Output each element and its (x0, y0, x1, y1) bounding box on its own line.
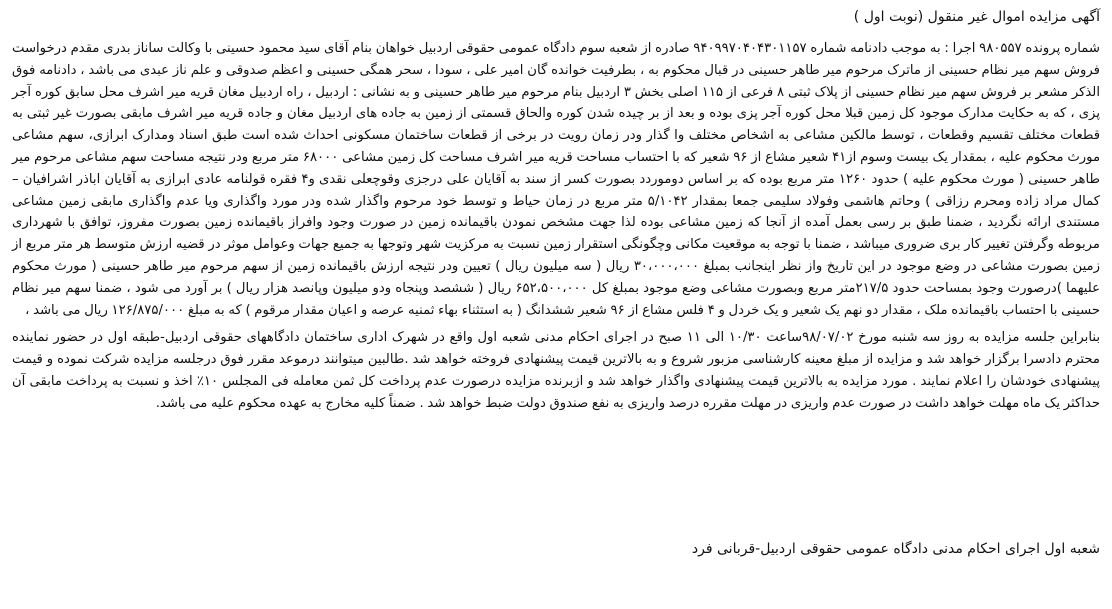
notice-title: آگهی مزایده اموال غیر منقول (نوبت اول ) (853, 9, 1100, 25)
notice-paragraph-auction: بنابراین جلسه مزایده به روز سه شنبه مورخ ۹۸/۰۷/۰۲ساعت ۱۰/۳۰ الی ۱۱ صبح در اجرای احکام مدنی شعبه اول واقع در شهرک اداری ساختمان دادگاههای حقوقی اردبیل-طبقه اول در حضور نماینده محترم دادسرا برگزار خواهد شد و مزایده از مبلغ معینه کارشناسی مزبور شروع و به بالاترین قیمت پیشنهادی فروخته خواهد شد .طالبین میتوانند درموعد مقرر فوق درجلسه مزایده شرکت نموده و قیمت پیشنهادی خودشان را اعلام نمایند . مورد مزایده به بالاترین قیمت پیشنهادی واگذار خواهد شد و ازبرنده مزایده درصورت عدم پرداخت کل ثمن معامله فی المجلس ۱۰٪ اخذ و نسبت به پرداخت مابقی آن حداکثر یک ماه مهلت خواهد داشت در صورت عدم واریزی در مهلت مقرره درصد واریزی به نفع صندوق دولت ضبط خواهد شد . ضمناً کلیه مخارج به عهده محکوم علیه می باشد. (12, 330, 1101, 411)
notice-signature: شعبه اول اجرای احکام مدنی دادگاه عمومی حقوقی اردبیل-قربانی فرد (691, 541, 1100, 557)
notice-paragraph-main: شماره پرونده ۹۸۰۵۵۷ اجرا : به موجب دادنامه شماره ۹۴۰۹۹۷۰۴۰۴۳۰۱۱۵۷ صادره از شعبه سوم دادگاه عمومی حقوقی اردبیل خواهان بنام آقای سید محمود حسینی با وکالت ساناز بدری مقدم درخواست فروش سهم میر نظام حسینی از ماترک مرحوم میر طاهر حسینی در قبال محکوم به ، بطرفیت خوانده گان امیر علی ، سودا ، سحر همگی حسینی و اعظم صدوقی و علم ناز عبدی می باشد ، دادنامه فوق الذکر مشعر بر فروش سهم میر نظام حسینی از پلاک ثبتی ۸ فرعی از ۱۱۵ اصلی بخش ۳ اردبیل بنام مرحوم میر طاهر حسینی و به نشانی : اردبیل ، راه اردبیل مغان قریه میر اشرف محل سابق کوره آجر پزی ، که به حکایت مدارک موجود کل زمین قبلا محل کوره آجر پزی بوده و بعد از بر چیده شدن کوره والحاق قسمتی از زمین به جاده های اردبیل مغان و جاده قریه میر اشرف مابقی بصورت غیر ثبتی به قطعات مختلف تقسیم وقطعات ، توسط مالکین مشاعی به اشخاص مختلف وا گذار ودر زمان رویت در برخی از قطعات ساختمان مسکونی احداث شده است طبق اسناد ومدارک ابرازی، سهم مشاعی مورث محکوم علیه ، بمقدار یک بیست وسوم از۴۱ شعیر مشاع از ۹۶ شعیر که با احتساب مساحت قریه میر اشرف مساحت کل زمین مشاعی ۶۸۰۰۰ متر مربع ودر نتیجه مساحت سهم مشاعی مرحوم میر طاهر حسینی ( مورث محکوم علیه ) حدود ۱۲۶۰ متر مربع بوده که بر اساس دوموردد بصورت کسر از سند به آقایان علی درجزی وقوچعلی نقدی و۴ فقره قولنامه عادی ابرازی به آقایان اباذر اشرافیان –کمال مراد زاده ومحرم رزاقی ) وحاتم هاشمی وفولاد سلیمی جمعا بمقدار ۵/۱۰۴۲ متر مربع در زمان حیاط و توسط خود مرحوم واگذار شده ودر مورد واگذاری ویا عدم واگذاری مابقی زمین مشاعی مستندی ارائه نگردید ، ضمنا طبق بر رسی بعمل آمده از آنجا که زمین مشاعی بوده لذا جهت مشخص نمودن باقیمانده زمین در صورت وجود وافراز باقیمانده زمین بصورت مفروز، توافق با شهرداری مربوطه وگرفتن تغییر کار بری ضروری میباشد ، ضمنا با توجه به موقعیت مکانی وچگونگی استقرار زمین نسبت به مرکزیت شهر وتوجها به جمیع جهات وعوامل موثر در قضیه ارزش متوسط هر متر مربع از زمین بصورت مشاعی در وضع موجود در این تاریخ واز نظر اینجانب بمبلغ ۳۰،۰۰۰،۰۰۰ ریال ( سه میلیون ریال ) تعیین ودر نتیجه ارزش باقیمانده زمین از سهم مرحوم میر طاهر حسینی ( مورث محکوم علیهما )درصورت وجود بمساحت حدود ۲۱۷/۵متر مربع وبصورت مشاعی وضع موجود بمبلغ کل ۶۵۲،۵۰۰،۰۰۰ ریال ( ششصد وپنجاه ودو میلیون وپانصد هزار ریال ) بر آورد می شود ، ضمنا سهم میر نظام حسینی با احتساب باقیمانده ملک ، مقدار دو نهم یک شعیر و یک خردل و ۴ فلس مشاع از ۹۶ شعیر ششدانگ ( به استثناء بهاء ثمنیه عرصه و اعیان مقدار مرقوم ) که به مبلغ ۱۲۶/۸۷۵/۰۰۰ ریال می باشد ، (12, 41, 1101, 318)
